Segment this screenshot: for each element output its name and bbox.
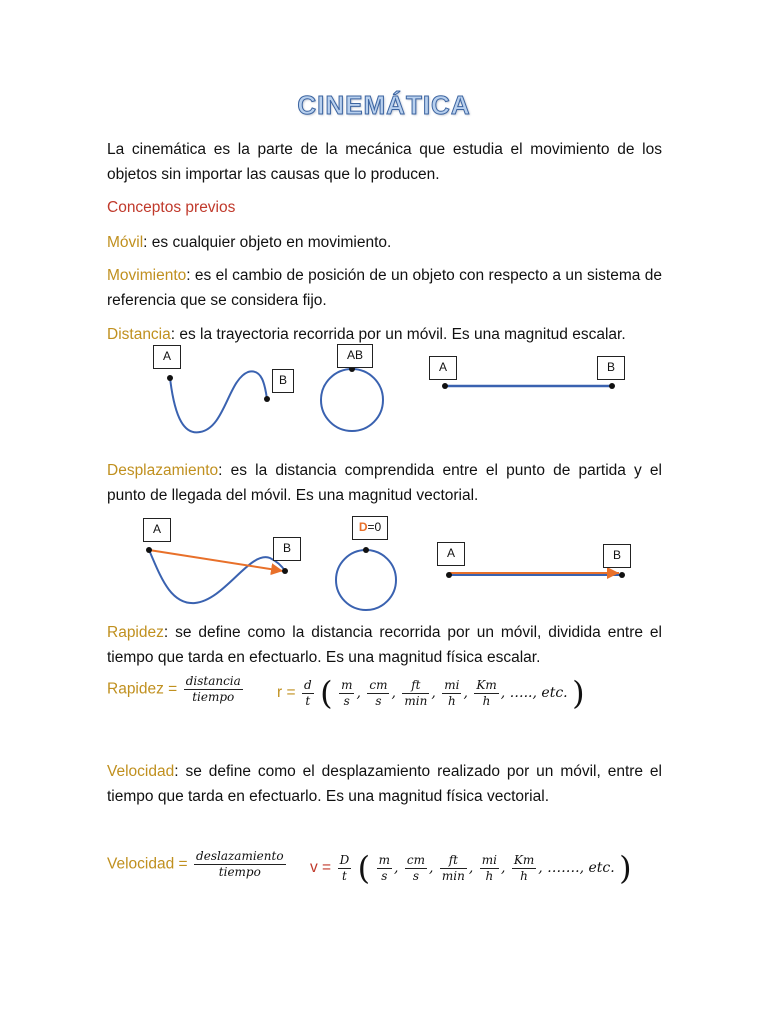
label-b: B bbox=[272, 369, 294, 393]
unit-cm-s: $\frac{cm}{s}$ bbox=[369, 677, 388, 708]
v-unit-m-s: $\frac{m}{s}$ bbox=[378, 852, 390, 883]
v-unit-mi-h: $\frac{mi}{h}$ bbox=[481, 852, 497, 883]
d-point-b bbox=[282, 568, 288, 574]
velocidad-tail: ……., etc. bbox=[547, 860, 615, 876]
desplazamiento-text: : es la distancia comprendida entre el punto de partida y el punto de llegada del móvil. Es una magnitud vectorial. bbox=[107, 462, 662, 504]
v-unit-ft-min: $\frac{ft}{\min}$ bbox=[441, 852, 465, 883]
label-d-zero bbox=[352, 516, 388, 540]
rapidez-text: : se define como la distancia recorrida por un móvil, dividida entre el tiempo que tarda en efectuarlo. Es una magnitud física escalar. bbox=[107, 624, 662, 666]
distancia-term: Distancia bbox=[107, 326, 171, 343]
unit-m-s: $\frac{m}{s}$ bbox=[341, 677, 353, 708]
rapidez-formula bbox=[107, 674, 245, 705]
velocidad-paragraph bbox=[107, 759, 662, 809]
distancia-circle bbox=[321, 369, 383, 431]
point-a bbox=[167, 375, 173, 381]
r-formula: r = $\frac{d}{t}$ ( $\frac{m}{s}$ , $\frac{cm}{s}$ , $\frac{ft}{\min}$ , $\frac{mi}{h}$ , $\frac{Km}{h}$ , ….., etc. ) bbox=[277, 674, 585, 712]
desplazamiento-paragraph bbox=[107, 458, 662, 508]
label-line-a: A bbox=[429, 356, 457, 380]
movil-text: : es cualquier objeto en movimiento. bbox=[143, 234, 392, 251]
distancia-diagram bbox=[0, 340, 768, 450]
movil-paragraph bbox=[107, 230, 662, 255]
velocidad-term: Velocidad bbox=[107, 763, 175, 780]
label-desp-line-a: A bbox=[437, 542, 465, 566]
page-title: CINEMÁTICA bbox=[297, 90, 471, 120]
desplazamiento-circle bbox=[336, 550, 396, 610]
d-line-point-a bbox=[446, 572, 452, 578]
label-ab: AB bbox=[337, 344, 373, 368]
label-a: A bbox=[153, 345, 181, 369]
distancia-text: : es la trayectoria recorrida por un móvil. Es una magnitud escalar. bbox=[170, 326, 626, 343]
label-line-b: B bbox=[597, 356, 625, 380]
intro-paragraph: La cinemática es la parte de la mecánica que estudia el movimiento de los objetos sin importar las causas que lo producen. bbox=[107, 141, 662, 183]
velocidad-text: : se define como el desplazamiento realizado por un móvil, entre el tiempo que tarda en efectuarlo. Es una magnitud física vectorial. bbox=[107, 763, 662, 805]
label-desp-line-b: B bbox=[603, 544, 631, 568]
conceptos-heading: Conceptos previos bbox=[107, 199, 236, 216]
rapidez-formula-label: Rapidez = bbox=[107, 680, 178, 698]
v-formula-label: v = bbox=[310, 859, 332, 876]
desplazamiento-term: Desplazamiento bbox=[107, 462, 219, 479]
desplazamiento-curve-path bbox=[149, 550, 285, 603]
movimiento-paragraph bbox=[107, 263, 662, 313]
rapidez-fraction: $\frac{\text{distancia}}{\text{tiempo}}$ bbox=[185, 674, 241, 704]
d-circle-point bbox=[363, 547, 369, 553]
label-d: D bbox=[358, 520, 368, 534]
rapidez-tail: ….., etc. bbox=[509, 685, 568, 701]
point-b bbox=[264, 396, 270, 402]
label-d-eq: =0 bbox=[367, 520, 382, 534]
velocidad-fraction: $\frac{\text{deslazamiento}}{\text{tiempo}}$ bbox=[196, 849, 284, 879]
v-formula: v = $\frac{D}{t}$ ( $\frac{m}{s}$ , $\frac{cm}{s}$ , $\frac{ft}{\min}$ , $\frac{mi}{h}$ , $\frac{Km}{h}$ , ……., etc. ) bbox=[310, 849, 632, 887]
label-desp-a: A bbox=[143, 518, 171, 542]
v-fraction: $\frac{D}{t}$ bbox=[339, 852, 350, 883]
desplazamiento-vector bbox=[149, 550, 283, 571]
v-unit-cm-s: $\frac{cm}{s}$ bbox=[406, 852, 425, 883]
movimiento-term: Movimiento bbox=[107, 267, 187, 284]
velocidad-formula bbox=[107, 849, 288, 880]
rapidez-paragraph bbox=[107, 620, 662, 670]
d-point-a bbox=[146, 547, 152, 553]
unit-ft-min: $\frac{ft}{\min}$ bbox=[404, 677, 428, 708]
line-point-a bbox=[442, 383, 448, 389]
unit-mi-h: $\frac{mi}{h}$ bbox=[444, 677, 460, 708]
r-formula-label: r = bbox=[277, 684, 296, 701]
d-line-point-b bbox=[619, 572, 625, 578]
movimiento-text: : es el cambio de posición de un objeto con respecto a un sistema de referencia que se considera fijo. bbox=[107, 267, 662, 309]
v-unit-km-h: $\frac{Km}{h}$ bbox=[513, 852, 535, 883]
rapidez-term: Rapidez bbox=[107, 624, 164, 641]
velocidad-formula-label: Velocidad = bbox=[107, 855, 188, 873]
unit-km-h: $\frac{Km}{h}$ bbox=[476, 677, 497, 708]
line-point-b bbox=[609, 383, 615, 389]
r-fraction: $\frac{d}{t}$ bbox=[303, 677, 312, 708]
label-desp-b: B bbox=[273, 537, 301, 561]
movil-term: Móvil bbox=[107, 234, 144, 251]
distancia-curve-path bbox=[170, 371, 267, 432]
